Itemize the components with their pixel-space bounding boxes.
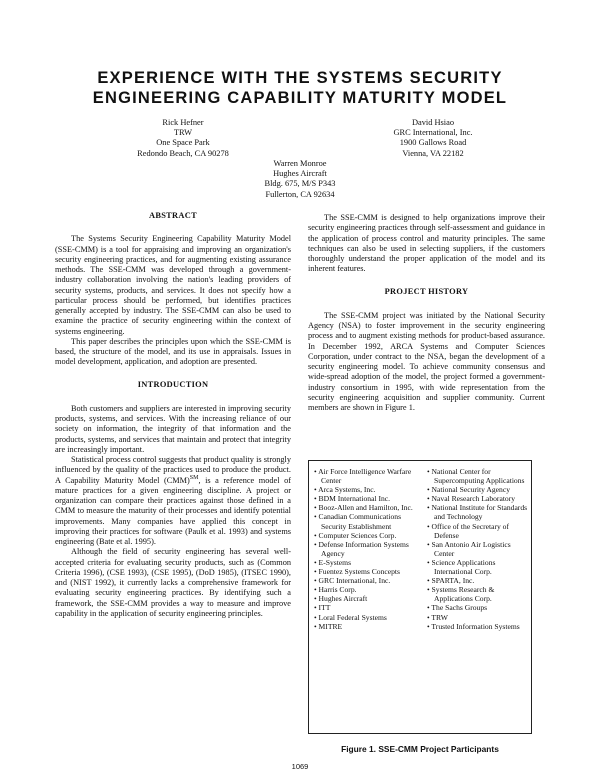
list-item: • National Institute for Standards and Technology [427, 503, 528, 522]
paper-title [0, 68, 600, 108]
list-item: • Hughes Aircraft [314, 594, 368, 604]
list-item: • BDM International Inc. [314, 494, 391, 504]
participants-col-2 [427, 467, 529, 631]
intro-paragraph-3: Although the field of security engineering has several well-accepted criteria for evaluating security products, such as (Common Criteria 1996), (CSE 1993), (CSE 1995), (DoD 1985), (ITSEC 1990), and (NIST 1992), it currently lacks a comprehensive framework for evaluating security engineering practices. By identifying such a framework, the SSE-CMM provides a way to measure and improve capability in the application of security engineering principles. [55, 547, 291, 618]
list-item: • Air Force Intelligence Warfare Center [314, 467, 412, 486]
list-item: • Systems Research & Applications Corp. [427, 585, 495, 604]
right-column [308, 213, 545, 413]
author-city: Vienna, VA 22182 [402, 148, 464, 158]
list-item: • Booz-Allen and Hamilton, Inc. [314, 503, 413, 513]
list-item: • Computer Sciences Corp. [314, 530, 397, 540]
list-item: • The Sachs Groups [427, 603, 488, 613]
list-item: • ITT [314, 603, 331, 613]
abstract-heading: ABSTRACT [148, 211, 197, 220]
author-city: Redondo Beach, CA 90278 [137, 148, 229, 158]
list-item: • National Security Agency [427, 485, 511, 495]
list-item: • Science Applications International Corp. [427, 557, 496, 577]
list-item: • Fuentez Systems Concepts [314, 567, 400, 577]
abstract-paragraph-1: The Systems Security Engineering Capability Maturity Model (SSE-CMM) is a tool for appraising and improving an organization's security engineering practices, and for augmenting existing assurance methods. The SSE-CMM was developed through a government-industry collaboration involving the nation's leading providers of security systems, products, and services. It does not specify how a particular process should be performed, but identifies practices generally accepted by industry. The SSE-CMM can also be used to examine the practice of security engineering within the context of systems engineering. [55, 234, 291, 336]
list-item: • TRW [427, 612, 448, 622]
abstract-paragraph-2: This paper describes the principles upon which the SSE-CMM is based, the structure of the model, and its use in appraisals. Issues in model development, application, and adoption are presented. [55, 336, 291, 367]
list-item: • GRC International, Inc. [314, 576, 391, 586]
list-item: • Naval Research Laboratory [427, 494, 516, 504]
author-name: Warren Monroe [273, 159, 327, 168]
list-item: • E-Systems [314, 557, 352, 567]
list-item: • Harris Corp. [314, 585, 357, 595]
author-name: David Hsiao [411, 118, 455, 127]
list-item: • Arca Systems, Inc. [314, 485, 376, 495]
author-street: Bldg. 675, M/S P343 [264, 179, 336, 189]
author-block-monroe [235, 159, 365, 200]
intro-paragraph-1: Both customers and suppliers are interested in improving security products, systems, and services. With the increasing reliance of our society on information, the integrity of that information and the products, systems, and services that maintain and protect that integrity are increasingly important. [55, 403, 291, 454]
service-mark: SM [189, 474, 199, 481]
title-line-2: ENGINEERING CAPABILITY MATURITY MODEL [92, 89, 508, 107]
right-paragraph-1: The SSE-CMM is designed to help organizations improve their security engineering practices through self-assessment and guidance in the application of process control and maturity principles. The same techniques can also be used in selecting suppliers, if the customers thoroughly understand the proper application of the model and its inherent features. [308, 213, 545, 274]
project-history-paragraph: The SSE-CMM project was initiated by the National Security Agency (NSA) to foster improvement in the security engineering process and to augment existing methods for product-based assurance. In December 1992, ARCA Systems and Computer Sciences Corporation, under contract to the NSA, began the development of a security engineering model. To achieve community consensus and wide-spread adoption of the model, the project formed a government-industry consortium in 1995, with wide representation from the security engineering acquisition and supplier community. Current members are shown in Figure 1. [308, 310, 545, 412]
list-item: • Defense Information Systems Agency [314, 539, 409, 558]
author-org: GRC International, Inc. [393, 128, 473, 138]
list-item: • Office of the Secretary of Defense [427, 521, 510, 540]
figure-caption: Figure 1. SSE-CMM Project Participants [341, 744, 499, 754]
list-item: • Canadian Communications Security Establishment [314, 512, 402, 531]
intro-p2-start: Statistical process control suggests that product quality is strongly influenced by the quality of the practices used to produce the product. A Capability Maturity Model (CMM) [55, 455, 291, 485]
author-name: Rick Hefner [162, 118, 204, 127]
list-item: • MITRE [314, 621, 343, 631]
author-street: One Space Park [156, 138, 210, 148]
introduction-heading: INTRODUCTION [137, 379, 209, 389]
list-item: • San Antonio Air Logistics Center [427, 539, 511, 558]
author-city: Fullerton, CA 92634 [265, 189, 335, 199]
author-street: 1900 Gallows Road [399, 138, 467, 148]
author-org: TRW [173, 128, 193, 138]
participants-col-1 [314, 467, 426, 631]
list-item: • National Center for Supercomputing Applications [427, 467, 525, 486]
author-org: Hughes Aircraft [273, 169, 327, 179]
author-block-hefner [118, 118, 248, 159]
intro-p2-end: , is a reference model of mature practices for a given engineering discipline. A project or organization can compare their practices against those defined in a CMM to measure the maturity of their processes and identify potential improvements. Many companies have applied this concept in improving their practices for software (Paulk et al. 1993) and systems engineering (Bate et al. 1995). [55, 475, 291, 546]
project-history-heading: PROJECT HISTORY [384, 286, 469, 296]
list-item: • SPARTA, Inc. [427, 576, 475, 586]
title-line-1: EXPERIENCE WITH THE SYSTEMS SECURITY [97, 69, 503, 87]
author-block-hsiao [368, 118, 498, 159]
list-item: • Loral Federal Systems [314, 612, 387, 622]
figure-1-box [308, 460, 532, 734]
left-column [55, 211, 291, 619]
page-number: 1069 [291, 762, 309, 771]
intro-paragraph-2 [55, 455, 291, 547]
list-item: • Trusted Information Systems [427, 621, 520, 631]
